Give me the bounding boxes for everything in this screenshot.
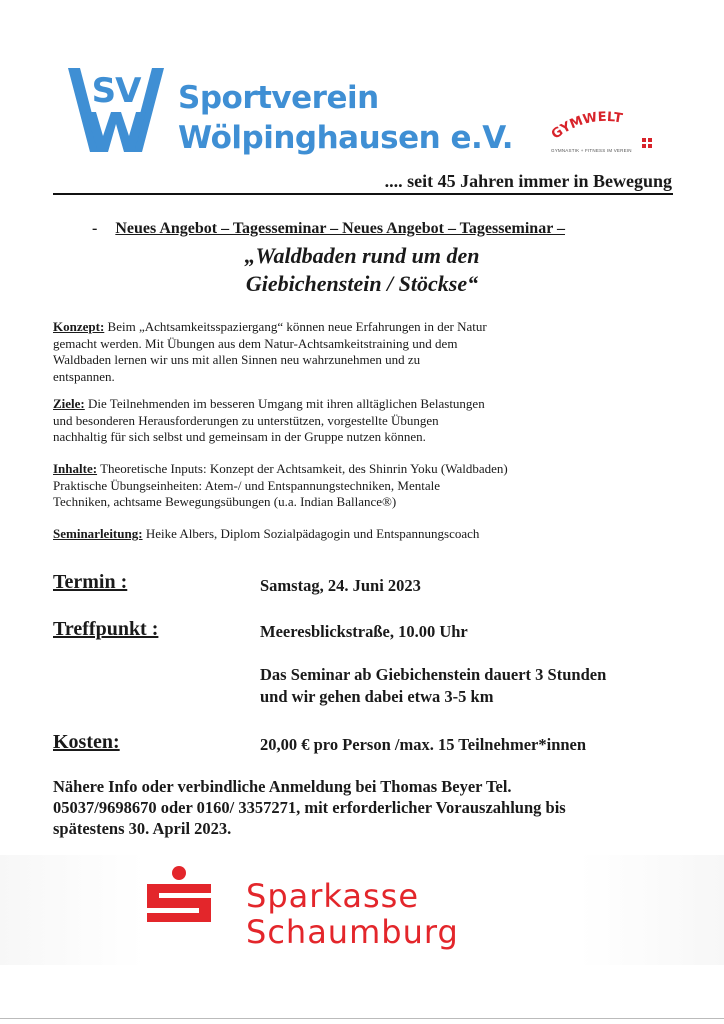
announcement-text: Neues Angebot – Tagesseminar – Neues Angebot – Tagesseminar –: [115, 220, 565, 237]
club-name-line1: Sportverein: [178, 80, 379, 116]
seminarleitung-section: [53, 526, 553, 543]
svg-text:GYMWELT: GYMWELT: [548, 109, 624, 143]
gymwelt-subtitle: GYMNASTIK + FITNESS IM VEREIN: [551, 148, 632, 153]
konzept-label: Konzept:: [53, 319, 105, 334]
contact-info: [53, 776, 673, 839]
duration-note-line2: und wir gehen dabei etwa 3-5 km: [260, 687, 494, 706]
svw-logo-icon: [64, 62, 168, 158]
inhalte-text-3: Techniken, achtsame Bewegungsübungen (u.a. Indian Ballance®): [53, 494, 397, 509]
header-divider: [53, 193, 673, 195]
sparkasse-line1: Sparkasse: [246, 877, 419, 915]
seminar-title-line1: „Waldbaden rund um den: [244, 243, 480, 268]
ziele-label: Ziele:: [53, 396, 85, 411]
ziele-text-2: und besonderen Herausforderungen zu unterstützen, vorgestellte Übungen: [53, 412, 439, 428]
gymwelt-logo-icon: [540, 108, 670, 164]
club-name-line2: Wölpinghausen e.V.: [178, 120, 514, 156]
ziele-text-3: nachhaltig für sich selbst und gemeinsam in der Gruppe nutzen können.: [53, 429, 426, 444]
termin-value: Samstag, 24. Juni 2023: [260, 576, 421, 595]
seminarleitung-text: Heike Albers, Diplom Sozialpädagogin und Entspannungscoach: [142, 526, 480, 541]
kosten-value: 20,00 € pro Person /max. 15 Teilnehmer*innen: [260, 735, 587, 754]
konzept-text-4: entspannen.: [53, 368, 115, 384]
announcement-banner: [92, 220, 565, 238]
konzept-section: [53, 319, 553, 385]
svg-text:SV: SV: [91, 71, 141, 111]
konzept-text-1: Beim „Achtsamkeitsspaziergang“ können neue Erfahrungen in der Natur: [104, 319, 487, 334]
seminar-title-line2: Giebichenstein / Stöckse“: [245, 271, 479, 296]
contact-line2: 05037/9698670 oder 0160/ 3357271, mit erforderlicher Vorauszahlung bis: [53, 798, 566, 817]
duration-note: [260, 664, 606, 708]
tagline: .... seit 45 Jahren immer in Bewegung: [384, 171, 672, 191]
inhalte-text-1: Theoretische Inputs: Konzept der Achtsamkeit, des Shinrin Yoku (Waldbaden): [97, 461, 508, 476]
sparkasse-line2: Schaumburg: [246, 913, 459, 951]
konzept-text-3: Waldbaden lernen wir uns mit allen Sinnen neu wahrzunehmen und zu: [53, 352, 421, 367]
inhalte-text-2: Praktische Übungseinheiten: Atem-/ und Entspannungstechniken, Mentale: [53, 477, 441, 493]
seminar-title: [0, 242, 724, 298]
treffpunkt-value: Meeresblickstraße, 10.00 Uhr: [260, 622, 468, 641]
sparkasse-s-icon: [143, 866, 215, 924]
konzept-text-2: gemacht werden. Mit Übungen aus dem Natur-Achtsamkeitstraining und dem: [53, 335, 458, 351]
ziele-section: [53, 396, 553, 446]
termin-label: Termin :: [53, 571, 128, 593]
contact-line1: Nähere Info oder verbindliche Anmeldung bei Thomas Beyer Tel.: [53, 777, 512, 796]
contact-line3: spätestens 30. April 2023.: [53, 819, 232, 838]
inhalte-label: Inhalte:: [53, 461, 98, 476]
club-name: [178, 78, 513, 158]
page-bottom-edge: [0, 1018, 724, 1019]
ziele-text-1: Die Teilnehmenden im besseren Umgang mit ihren alltäglichen Belastungen: [84, 396, 485, 411]
treffpunkt-label: Treffpunkt :: [53, 618, 159, 640]
seminarleitung-label: Seminarleitung:: [53, 526, 143, 541]
inhalte-section: [53, 461, 553, 511]
duration-note-line1: Das Seminar ab Giebichenstein dauert 3 Stunden: [260, 665, 607, 684]
announcement-dash: -: [92, 220, 98, 237]
kosten-label: Kosten:: [53, 731, 120, 753]
sparkasse-name: [246, 878, 459, 950]
